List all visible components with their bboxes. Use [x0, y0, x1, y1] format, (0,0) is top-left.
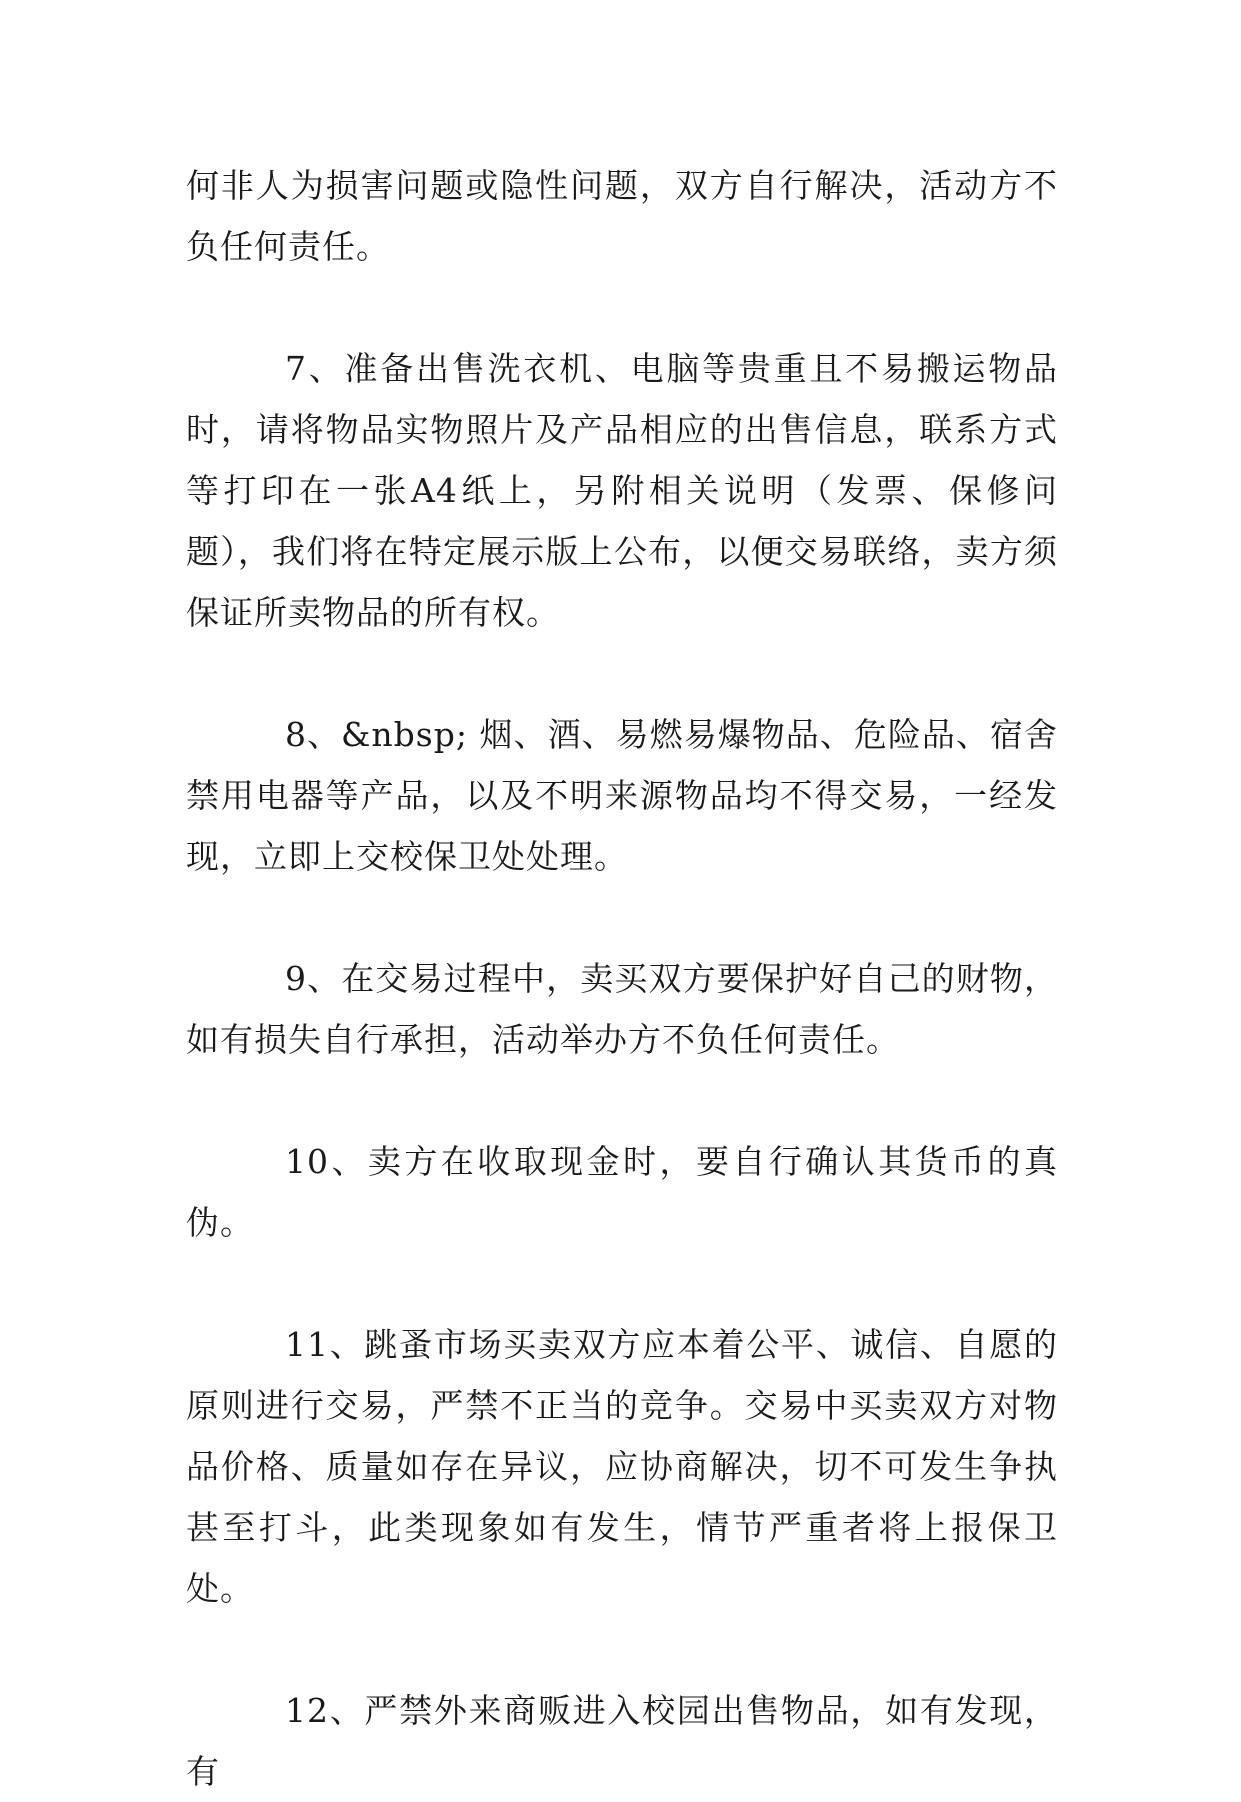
paragraph-item-9: 9、在交易过程中，卖买双方要保护好自己的财物，如有损失自行承担，活动举办方不负任何责任。 — [186, 959, 1058, 1059]
paragraph-continuation: 何非人为损害问题或隐性问题，双方自行解决，活动方不负任何责任。 — [186, 166, 1058, 266]
paragraph-item-7: 7、准备出售洗衣机、电脑等贵重且不易搬运物品时，请将物品实物照片及产品相应的出售信息，联系方式等打印在一张A4纸上，另附相关说明（发票、保修问题），我们将在特定展示版上公布，以便交易联络，卖方须保证所卖物品的所有权。 — [186, 349, 1058, 632]
paragraph-item-10: 10、卖方在收取现金时，要自行确认其货币的真伪。 — [186, 1142, 1058, 1242]
paragraph-item-12: 12、严禁外来商贩进入校园出售物品，如有发现，有 — [186, 1691, 1058, 1791]
paragraph-item-8: 8、&nbsp; 烟、酒、易燃易爆物品、危险品、宿舍禁用电器等产品，以及不明来源物品均不得交易，一经发现，立即上交校保卫处处理。 — [186, 715, 1058, 876]
document-body — [186, 155, 1058, 1802]
paragraph-item-11: 11、跳蚤市场买卖双方应本着公平、诚信、自愿的原则进行交易，严禁不正当的竞争。交易中买卖双方对物品价格、质量如存在异议，应协商解决，切不可发生争执甚至打斗，此类现象如有发生，情节严重者将上报保卫处。 — [186, 1325, 1058, 1608]
